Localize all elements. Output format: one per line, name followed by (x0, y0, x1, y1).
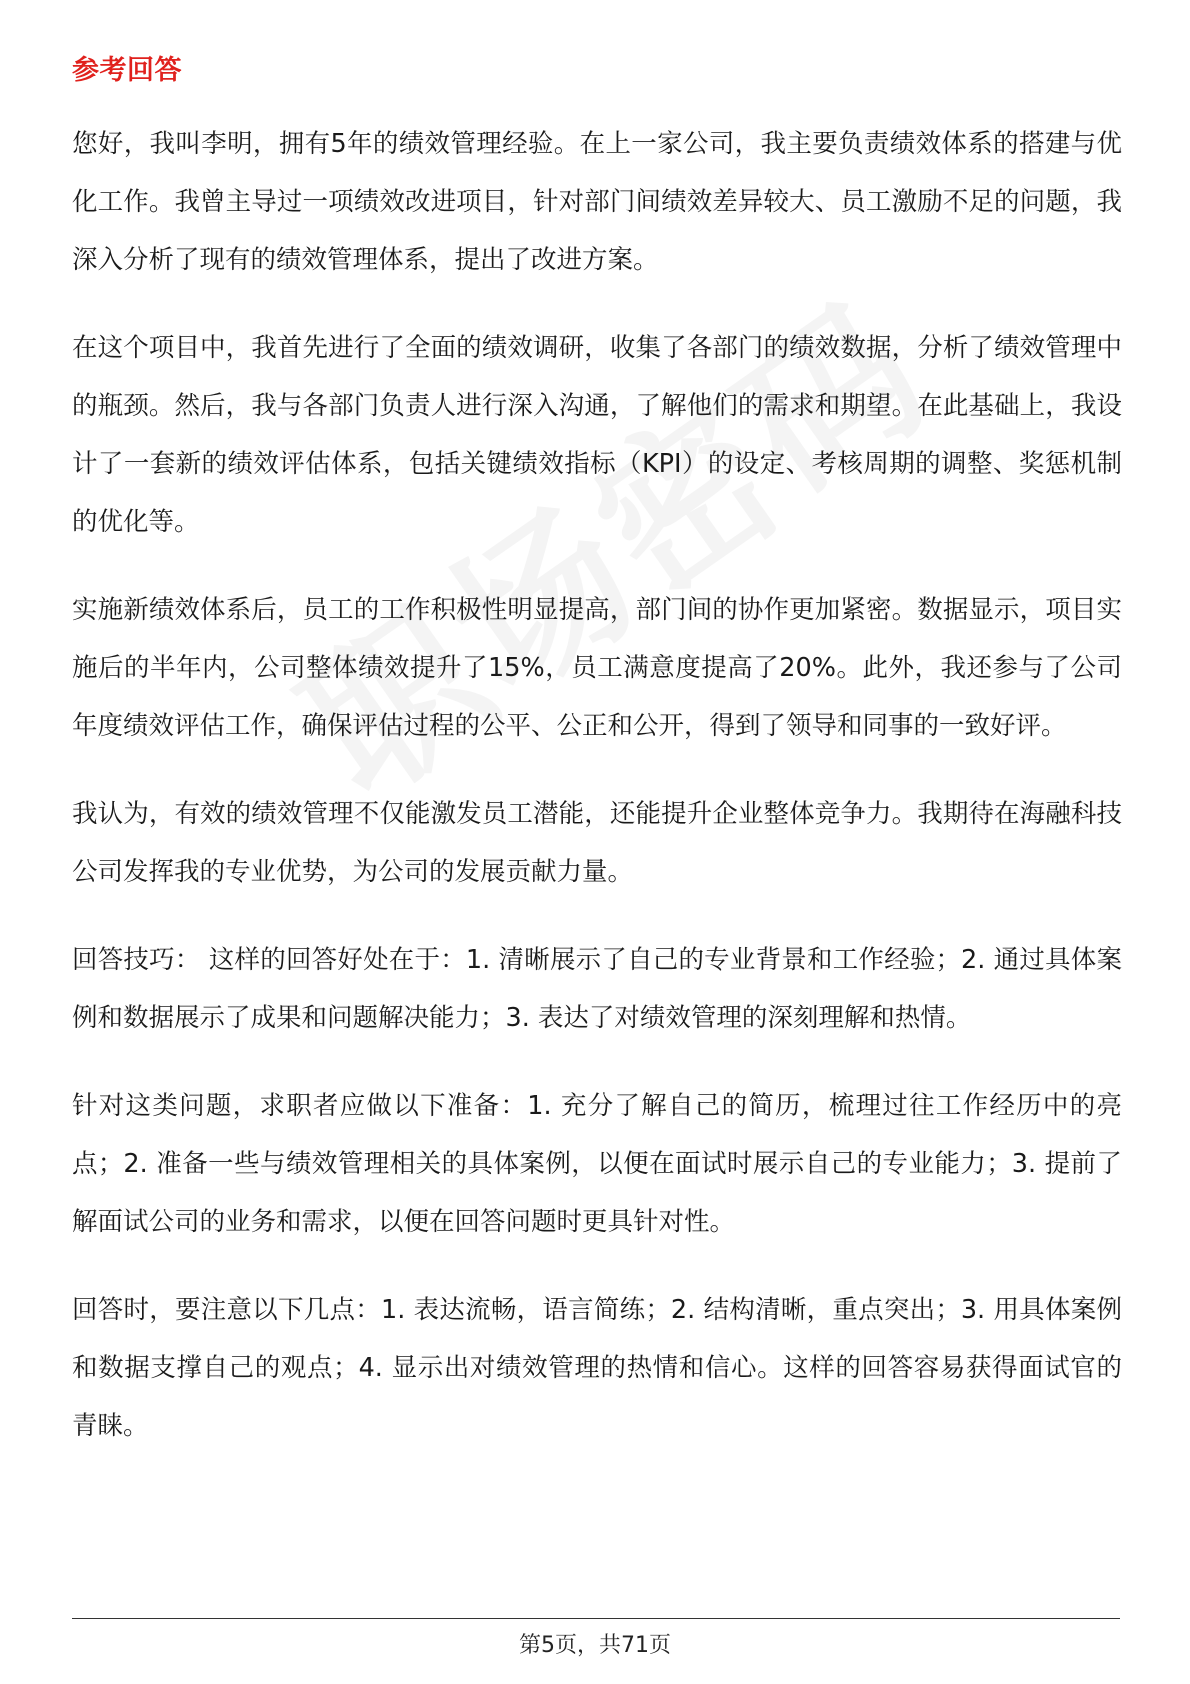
page-number: 第5页，共71页 (519, 1633, 671, 1658)
paragraph-results: 实施新绩效体系后，员工的工作积极性明显提高，部门间的协作更加紧密。数据显示，项目实施后的半年内，公司整体绩效提升了15%，员工满意度提高了20%。此外，我还参与了公司年度绩效评估工作，确保评估过程的公平、公正和公开，得到了领导和同事的一致好评。 (72, 595, 1122, 741)
paragraph-intro: 您好，我叫李明，拥有5年的绩效管理经验。在上一家公司，我主要负责绩效体系的搭建与优化工作。我曾主导过一项绩效改进项目，针对部门间绩效差异较大、员工激励不足的问题，我深入分析了现有的绩效管理体系，提出了改进方案。 (72, 129, 1122, 275)
paragraph-closing: 我认为，有效的绩效管理不仅能激发员工潜能，还能提升企业整体竞争力。我期待在海融科技公司发挥我的专业优势，为公司的发展贡献力量。 (72, 799, 1122, 887)
paragraph-tips: 回答技巧： 这样的回答好处在于：1. 清晰展示了自己的专业背景和工作经验；2. 通过具体案例和数据展示了成果和问题解决能力；3. 表达了对绩效管理的深刻理解和热情。 (72, 945, 1122, 1033)
paragraph-notes: 回答时，要注意以下几点：1. 表达流畅，语言简练；2. 结构清晰，重点突出；3. 用具体案例和数据支撑自己的观点；4. 显示出对绩效管理的热情和信心。这样的回答容易获得面试官的青睐。 (72, 1295, 1122, 1441)
section-title: 参考回答 (72, 55, 182, 86)
paragraph-preparation: 针对这类问题，求职者应做以下准备：1. 充分了解自己的简历，梳理过往工作经历中的亮点；2. 准备一些与绩效管理相关的具体案例，以便在面试时展示自己的专业能力；3. 提前了解面试公司的业务和需求，以便在回答问题时更具针对性。 (72, 1091, 1122, 1237)
paragraph-project: 在这个项目中，我首先进行了全面的绩效调研，收集了各部门的绩效数据，分析了绩效管理中的瓶颈。然后，我与各部门负责人进行深入沟通，了解他们的需求和期望。在此基础上，我设计了一套新的绩效评估体系，包括关键绩效指标（KPI）的设定、考核周期的调整、奖惩机制的优化等。 (72, 333, 1122, 537)
footer-divider (72, 1618, 1120, 1619)
answer-body (72, 115, 1122, 1485)
